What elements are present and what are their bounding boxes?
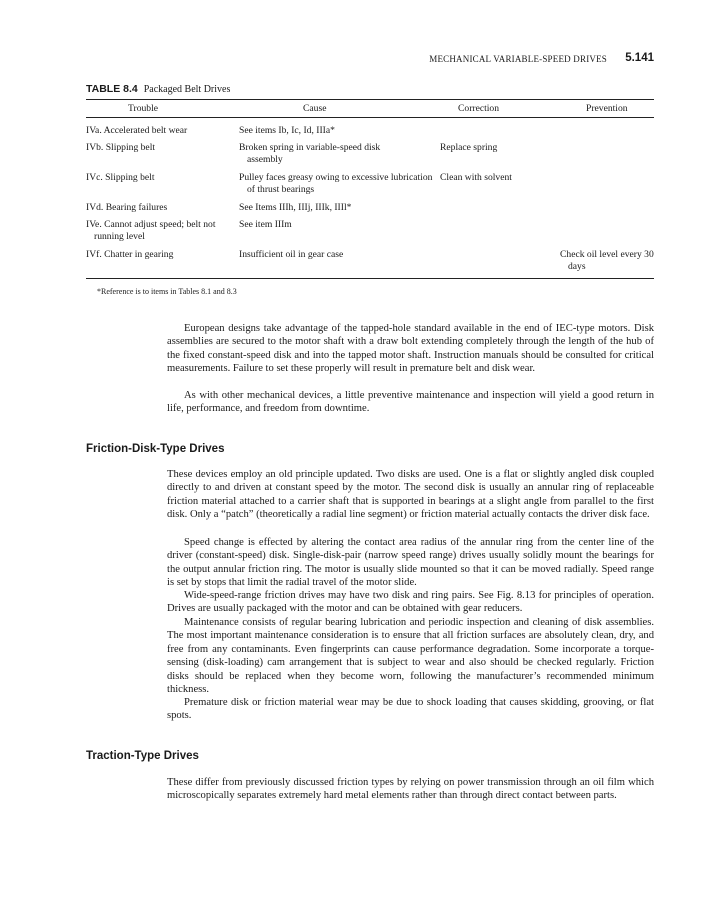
cell-trouble: IVa. Accelerated belt wear [86,125,188,136]
cell-trouble: IVd. Bearing failures [86,202,168,213]
cell-cause: See items Ib, Ic, Id, IIIa* [239,125,335,136]
trouble-table [86,99,654,279]
cell-cause: See item IIIm [239,219,292,230]
paragraph: These devices employ an old principle updated. Two disks are used. One is a flat or slightly angled disk coupled directly to and driven at constant speed by the motor. The second disk is usually an annular ring of replaceable friction material attached to a carrier shaft that is supported in bearings at a slight angle from parallel to the first disk. Only a “patch” (theoretically a radial line segment) or friction material actually contacts the driver disk face. [167,469,654,521]
section-heading-friction: Friction-Disk-Type Drives [86,443,225,455]
paragraph: European designs take advantage of the tapped-hole standard available in the end of IEC-type motors. Disk assemblies are secured to the motor shaft with a draw bolt extending completely through the length of the hub of the fixed constant-speed disk and into the tapped motor shaft. Instruction manuals should be consulted for critical measurements. Failure to set these properly will result in premature belt and disk wear. [167,323,654,375]
table-number: TABLE 8.4 [86,83,138,95]
table-body [86,118,654,278]
table-header-row [86,100,654,117]
page-number: 5.141 [625,52,654,64]
cell-trouble: IVb. Slipping belt [86,142,156,153]
paragraph: As with other mechanical devices, a little preventive maintenance and inspection will yield a good return in life, performance, and freedom from downtime. [167,390,654,415]
cell-prevention: Check oil level every 30 days [560,249,654,272]
cell-correction: Replace spring [440,142,498,153]
cell-trouble: IVf. Chatter in gearing [86,249,174,260]
col-header-correction: Correction [458,103,500,114]
cell-cause: Broken spring in variable-speed disk assembly [239,142,381,165]
table-caption [86,83,230,95]
cell-trouble: IVe. Cannot adjust speed; belt not running level [86,219,216,242]
table-title: Packaged Belt Drives [143,84,231,95]
cell-cause: Insufficient oil in gear case [239,249,344,260]
table-footnote: *Reference is to items in Tables 8.1 and 8.3 [97,287,237,296]
cell-correction: Clean with solvent [440,172,512,183]
section-heading-traction: Traction-Type Drives [86,750,199,762]
table-rule-bottom [86,278,654,279]
col-header-cause: Cause [303,103,327,114]
paragraph: Premature disk or friction material wear may be due to shock loading that causes skidding, grooving, or flat spots. [167,697,654,722]
running-title: MECHANICAL VARIABLE-SPEED DRIVES [429,54,607,64]
paragraph: These differ from previously discussed friction types by relying on power transmission through an oil film which microscopically separates extremely hard metal elements rather than through direct contact between parts. [167,777,654,802]
col-header-trouble: Trouble [128,103,159,114]
cell-cause: See Items IIIh, IIIj, IIIk, IIIl* [239,202,352,213]
cell-trouble: IVc. Slipping belt [86,172,155,183]
cell-cause: Pulley faces greasy owing to excessive lubrication of thrust bearings [239,172,433,195]
paragraph: Wide-speed-range friction drives may have two disk and ring pairs. See Fig. 8.13 for principles of operation. Drives are usually packaged with the motor and can be obtained with gear reducers. [167,590,654,615]
page-header [86,52,654,68]
paragraph: Maintenance consists of regular bearing lubrication and periodic inspection and cleaning of disk assemblies. The most important maintenance consideration is to ensure that all friction surfaces are absolutely clean, dry, and free from any contaminants. Even fingerprints can cause performance degradation. Some incorporate a torque-sensing (disk-loading) cam arrangement that is subject to wear and also should be checked regularly. Friction disks should be replaced when they become worn, following the manufacturer’s recommended minimum thickness. [167,617,654,696]
paragraph: Speed change is effected by altering the contact area radius of the annular ring from the center line of the driver (constant-speed) disk. Single-disk-pair (narrow speed range) drives usually solidly mount the bearings for the output annular friction ring. The motor is usually slide mounted so that it can be moved radially. Speed range is set by stops that limit the radial travel of the motor slide. [167,537,654,589]
col-header-prevention: Prevention [586,103,628,114]
